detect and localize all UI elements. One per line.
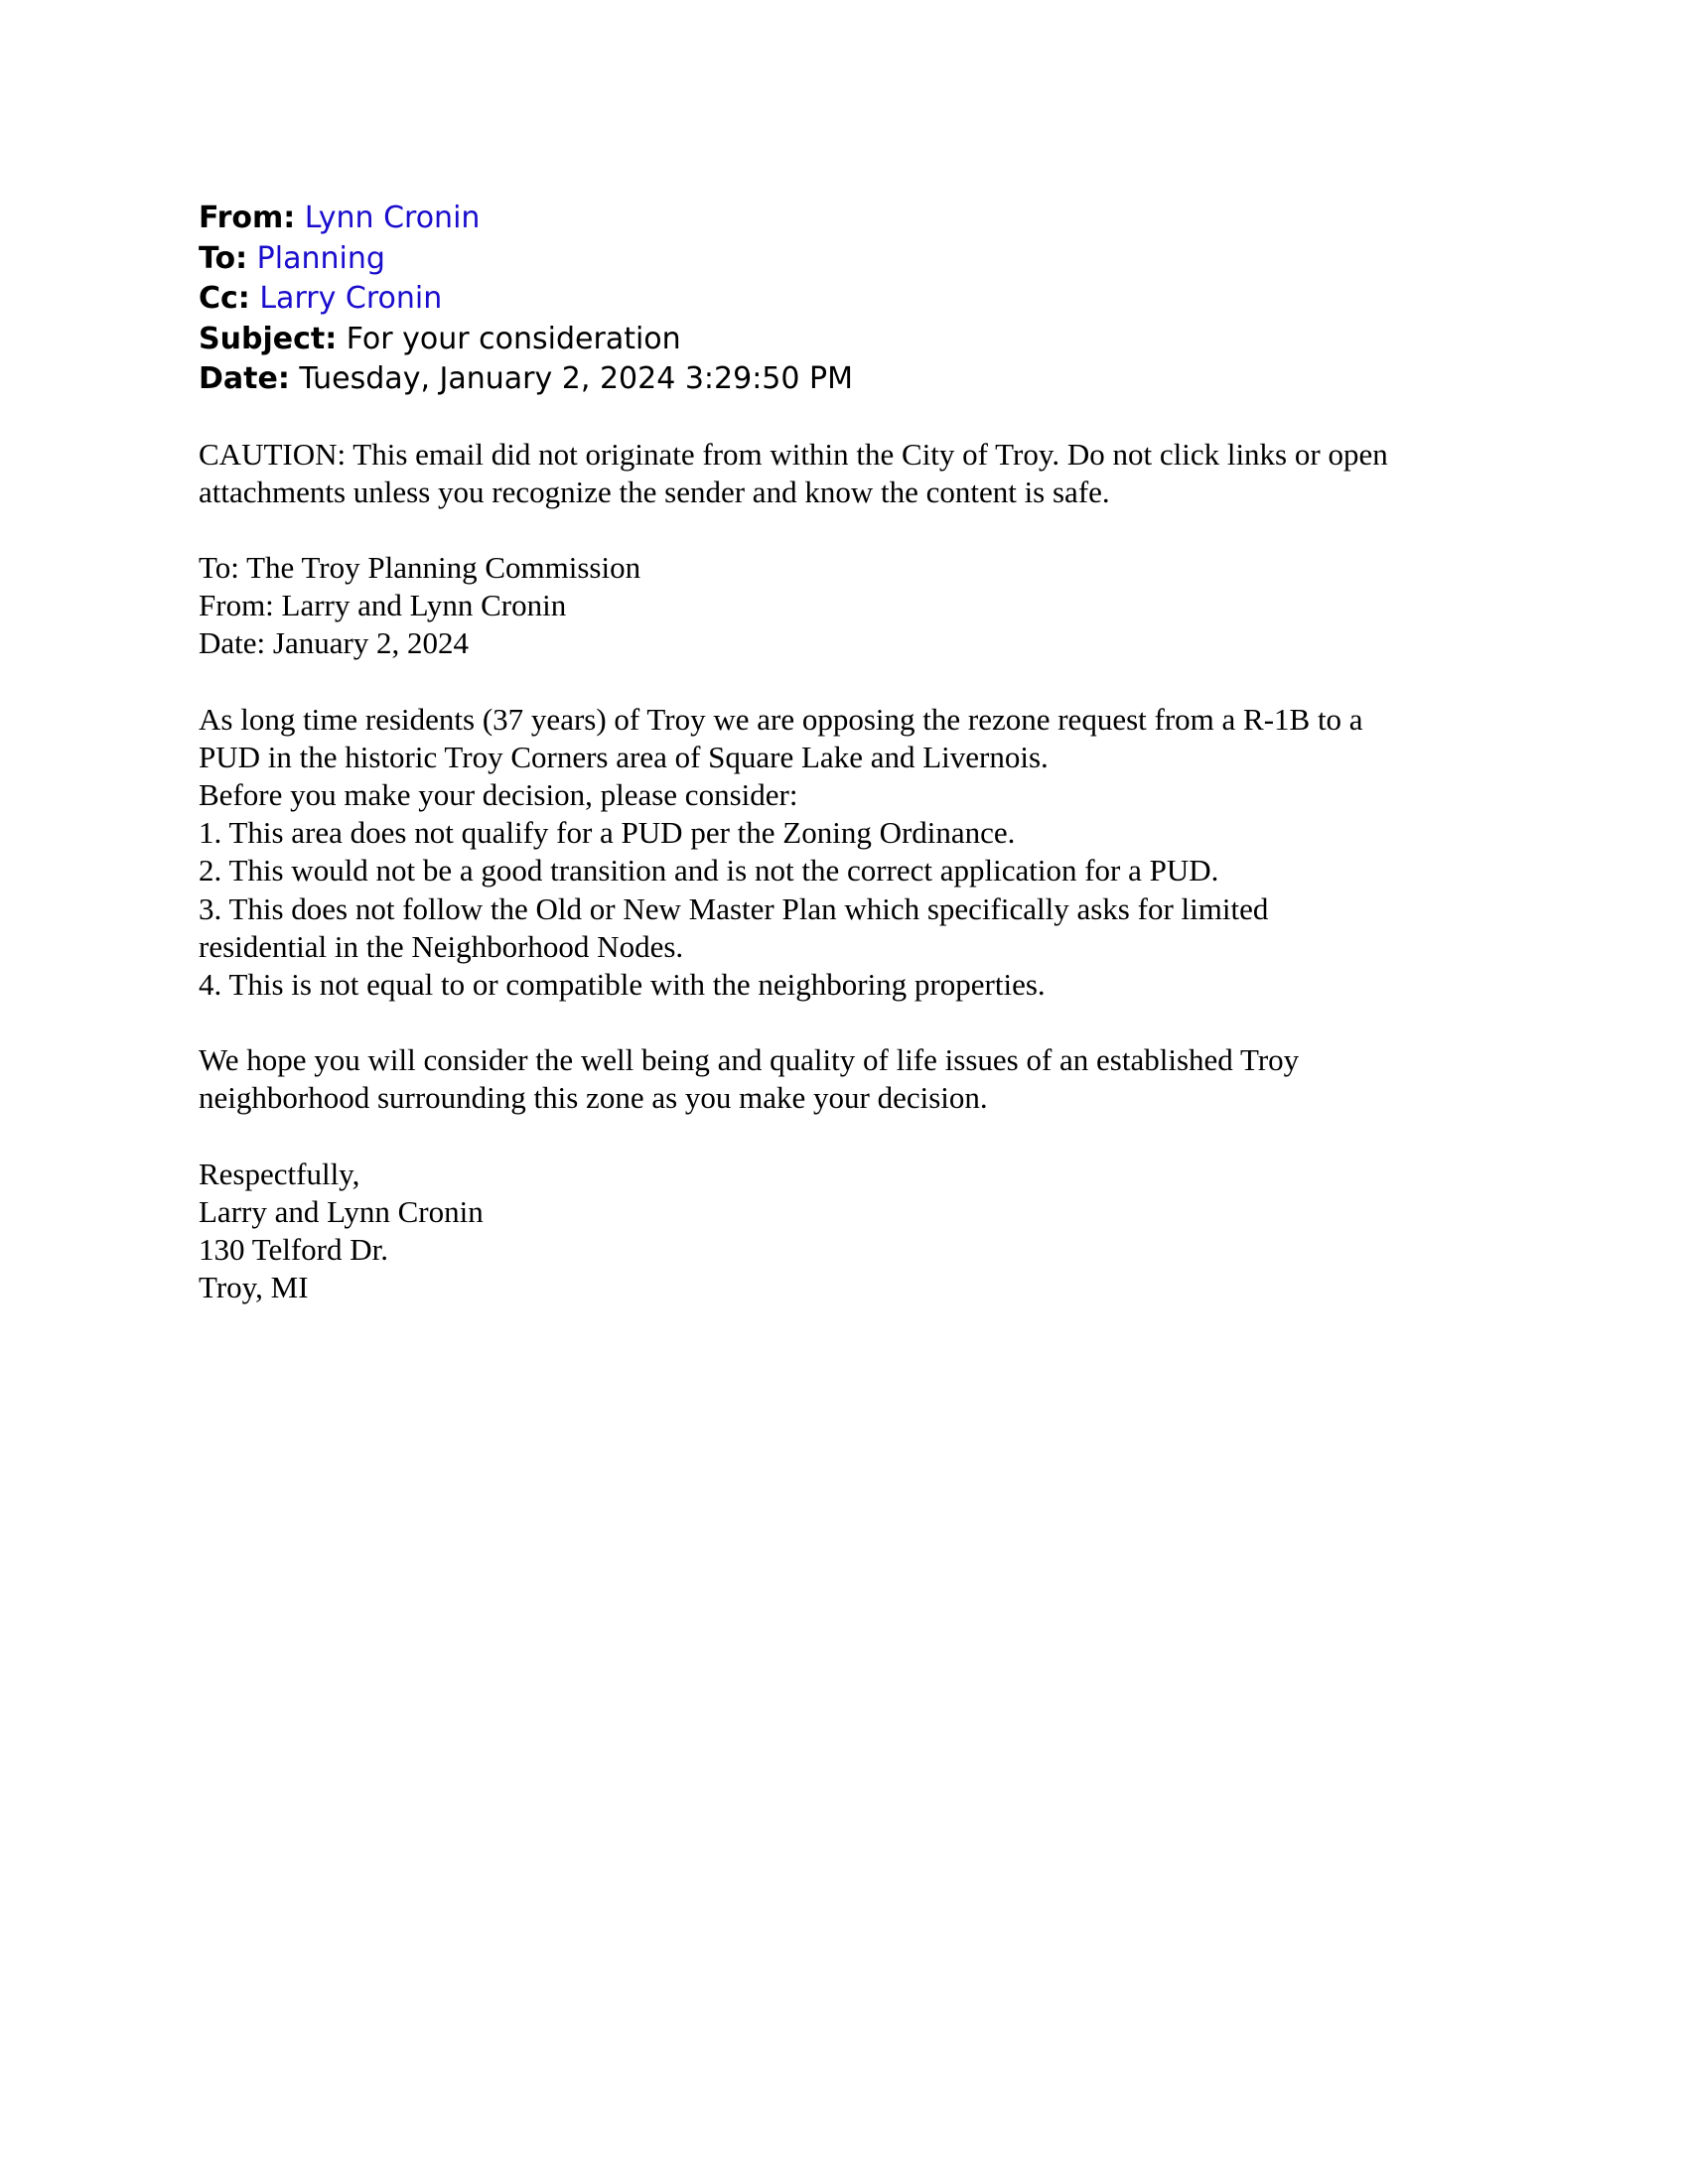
closing-line: neighborhood surrounding this zone as you make your decision. xyxy=(199,1080,988,1116)
consideration-list xyxy=(199,814,1509,1004)
intro-line: PUD in the historic Troy Corners area of Square Lake and Livernois. xyxy=(199,739,1049,774)
closing-line: We hope you will consider the well being and quality of life issues of an established Troy xyxy=(199,1042,1300,1078)
to-row xyxy=(199,239,1509,280)
cc-row xyxy=(199,279,1509,320)
list-item-line: 3. This does not follow the Old or New Master Plan which specifically asks for limited xyxy=(199,890,1269,926)
date-row xyxy=(199,359,1509,400)
cc-recipient-link[interactable]: Larry Cronin xyxy=(259,281,443,316)
signature-city: Troy, MI xyxy=(199,1270,309,1305)
closing-paragraph xyxy=(199,1041,1509,1117)
letter-body xyxy=(199,701,1509,1005)
signature-block xyxy=(199,1156,1509,1307)
salutation: Respectfully, xyxy=(199,1156,360,1191)
memo-from: From: Larry and Lynn Cronin xyxy=(199,588,567,623)
date-value: Tuesday, January 2, 2024 3:29:50 PM xyxy=(299,361,853,396)
from-sender-link[interactable]: Lynn Cronin xyxy=(304,201,481,235)
to-label: To: xyxy=(199,240,248,276)
list-item xyxy=(199,966,1509,1004)
list-item xyxy=(199,890,1509,966)
memo-date: Date: January 2, 2024 xyxy=(199,625,470,661)
from-row xyxy=(199,199,1509,239)
date-label: Date: xyxy=(199,361,290,396)
memo-header xyxy=(199,549,1509,663)
from-label: From: xyxy=(199,201,296,235)
subject-row xyxy=(199,320,1509,360)
subject-label: Subject: xyxy=(199,321,338,356)
caution-line: attachments unless you recognize the sender and know the content is safe. xyxy=(199,474,1110,509)
caution-notice xyxy=(199,436,1509,511)
caution-line: CAUTION: This email did not originate from within the City of Troy. Do not click links or open xyxy=(199,436,1388,472)
list-item-line: 2. This would not be a good transition and is not the correct application for a PUD. xyxy=(199,853,1219,888)
list-item-line: 4. This is not equal to or compatible with the neighboring properties. xyxy=(199,966,1046,1002)
intro-line: As long time residents (37 years) of Troy we are opposing the rezone request from a R-1B to a xyxy=(199,701,1363,737)
subject-value: For your consideration xyxy=(346,321,681,356)
memo-to: To: The Troy Planning Commission xyxy=(199,549,641,585)
to-recipient-link[interactable]: Planning xyxy=(256,240,385,276)
cc-label: Cc: xyxy=(199,281,250,316)
intro-line: Before you make your decision, please consider: xyxy=(199,776,798,812)
list-item xyxy=(199,814,1509,852)
email-printout xyxy=(199,199,1509,1306)
list-item-line: 1. This area does not qualify for a PUD per the Zoning Ordinance. xyxy=(199,815,1016,851)
email-header xyxy=(199,199,1509,400)
list-item-line: residential in the Neighborhood Nodes. xyxy=(199,928,684,964)
signature-names: Larry and Lynn Cronin xyxy=(199,1193,484,1229)
list-item xyxy=(199,852,1509,889)
signature-street: 130 Telford Dr. xyxy=(199,1231,388,1267)
